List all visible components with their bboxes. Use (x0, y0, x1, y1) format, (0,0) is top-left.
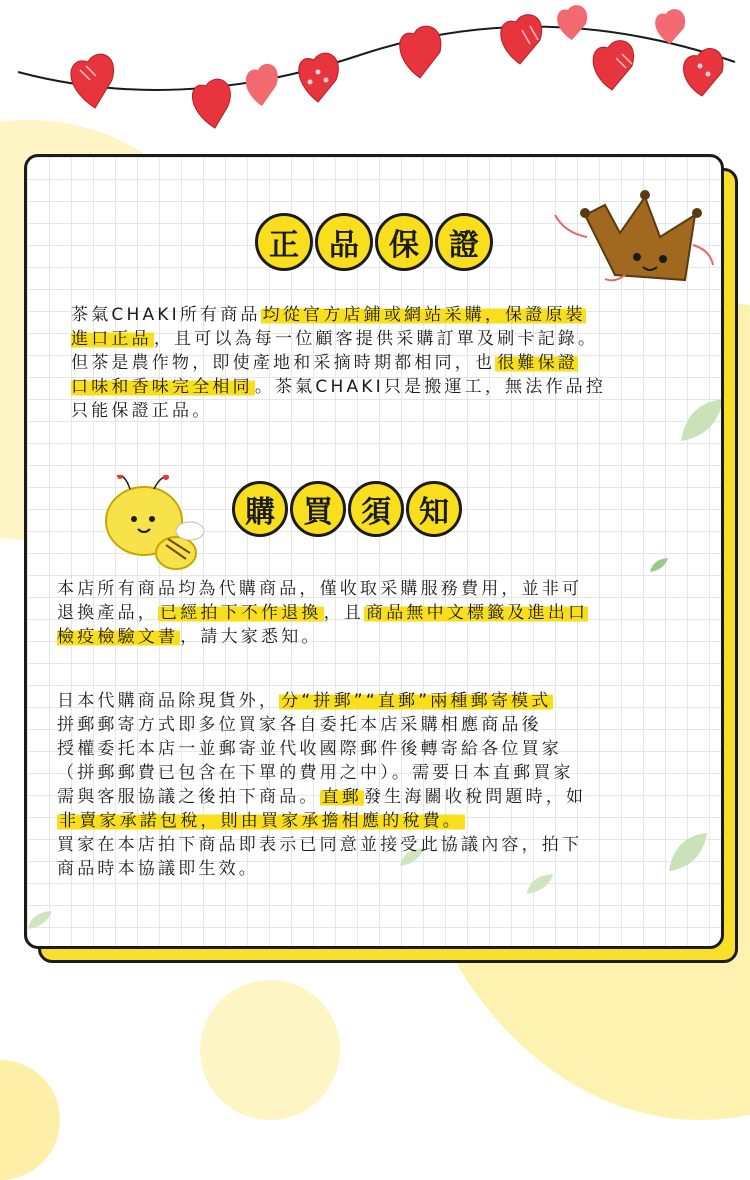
text-segment: 發生海關收稅問題時，如 (364, 787, 587, 807)
bee-character-icon (82, 475, 222, 585)
title-char: 正 (255, 213, 313, 271)
background-blob (0, 1060, 60, 1180)
highlighted-text: 很難保證 口味和香味完全相同 (71, 353, 579, 397)
text-segment: 拼郵郵寄方式即多位買家各自委托本店采購相應商品後 授權委托本店一並郵寄並代收國際郵件後轉寄給各位買家 （拼郵郵費已包含在下單的費用之中）。需要日本直郵買家 需與客服協議之後拍下商品。 (57, 715, 574, 807)
leaf-icon (27, 909, 53, 931)
info-card (24, 154, 724, 949)
highlighted-text: 均從官方店鋪或網站采購，保證原裝 進口正品 (71, 305, 586, 349)
highlighted-text: 直郵 (321, 787, 363, 807)
title-char: 購 (232, 481, 288, 537)
crown-character-icon (545, 175, 715, 285)
text-segment: 日本代購商品除現貨外， (57, 691, 280, 711)
authenticity-paragraph (71, 303, 711, 423)
text-segment: 買家在本店拍下商品即表示已同意並接受此協議內容，拍下 商品時本協議即生效。 (57, 835, 583, 879)
title-char: 品 (315, 213, 373, 271)
text-segment: 。茶氣CHAKI只是搬運工，無法作品控 只能保證正品。 (71, 377, 607, 421)
title-char: 保 (375, 213, 433, 271)
text-segment: ，且可以為每一位顧客提供采購訂單及刷卡記錄。 但茶是農作物，即使產地和采摘時期都相同，也 (71, 329, 599, 373)
highlighted-text: 非賣家承諾包稅，則由買家承擔相應的稅費。 (59, 811, 463, 831)
purchase-notes-paragraph (57, 577, 717, 649)
title-char: 買 (290, 481, 346, 537)
text-segment: ，請大家悉知。 (180, 627, 322, 647)
title-char: 證 (435, 213, 493, 271)
heart-garland-icon (0, 0, 750, 130)
section-title-authentic (255, 213, 493, 271)
highlighted-text: 分“拼郵”“直郵”兩種郵寄模式 (281, 691, 552, 711)
text-segment: ，且 (323, 603, 365, 623)
highlighted-text: 商品無中文標籤及進出口 檢疫檢驗文書 (57, 603, 589, 647)
section-title-purchase-notes (232, 481, 462, 537)
shipping-agreement-paragraph (57, 689, 717, 881)
leaf-icon (649, 557, 669, 573)
title-char: 須 (348, 481, 404, 537)
title-char: 知 (406, 481, 462, 537)
text-segment: 茶氣CHAKI所有商品 (71, 305, 261, 325)
text-segment: 本店所有商品均為代購商品，僅收取采購服務費用，並非可 退換產品， (57, 579, 583, 623)
background-blob (200, 980, 340, 1120)
highlighted-text: 已經拍下不作退換 (160, 603, 322, 623)
